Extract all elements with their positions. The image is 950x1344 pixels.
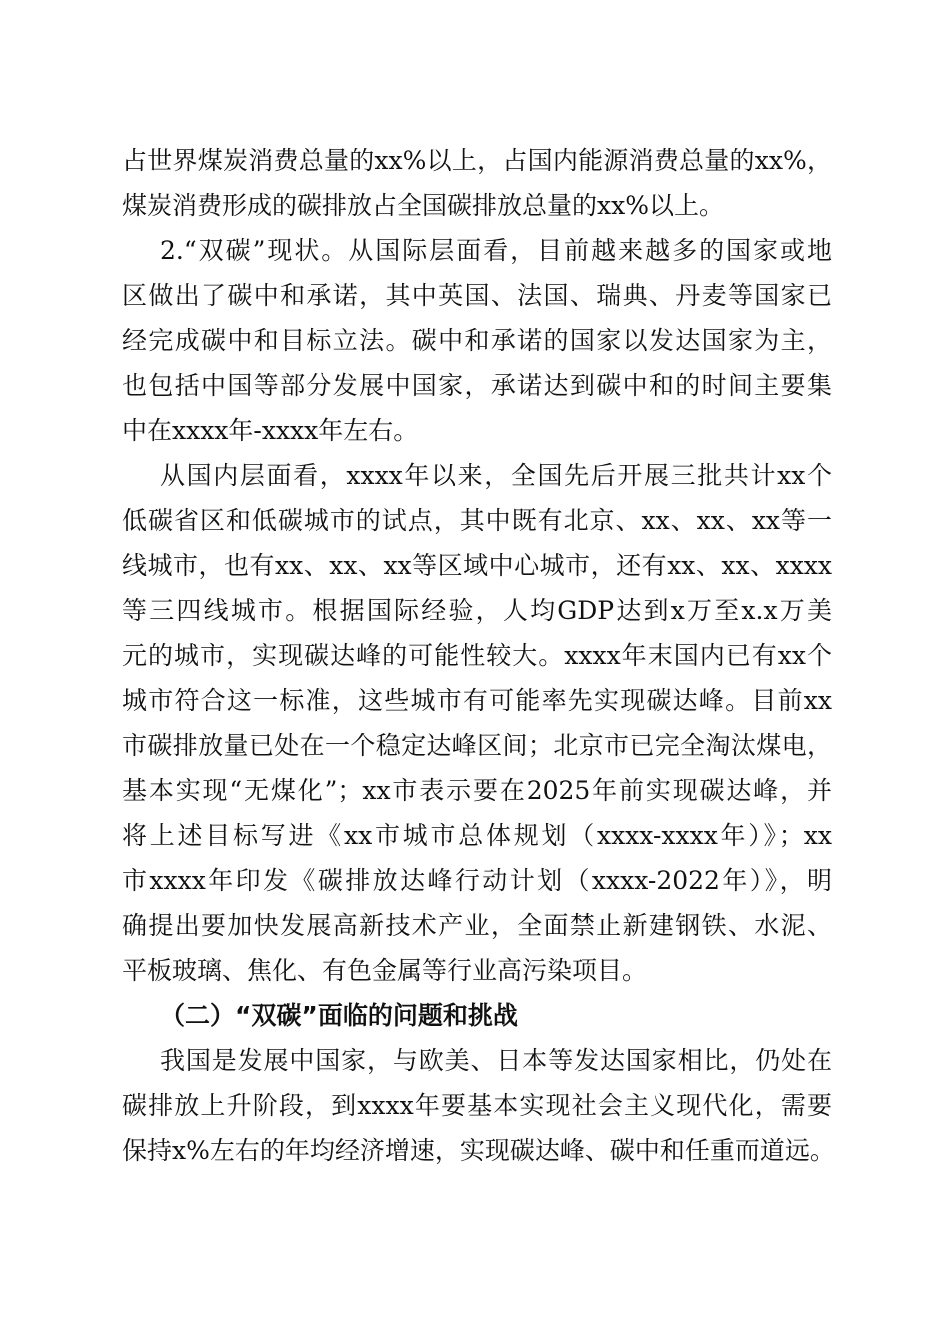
text-line-19: 平板玻璃、焦化、有色金属等行业高污染项目。 — [122, 956, 648, 985]
paragraph-line-8: 从国内层面看，xxxx年以来，全国先后开展三批共计xx个 — [160, 461, 832, 490]
text-line-1: 占世界煤炭消费总量的xx%以上，占国内能源消费总量的xx%， — [122, 146, 832, 175]
section-heading: （二）“双碳”面临的问题和挑战 — [160, 1001, 518, 1030]
paragraph-line-21: 我国是发展中国家，与欧美、日本等发达国家相比，仍处在 — [160, 1046, 832, 1075]
text-line-22: 碳排放上升阶段，到xxxx年要基本实现社会主义现代化，需要 — [122, 1091, 832, 1120]
text-line-9: 低碳省区和低碳城市的试点，其中既有北京、xx、xx、xx等一 — [122, 506, 832, 535]
text-line-18: 确提出要加快发展高新技术产业，全面禁止新建钢铁、水泥、 — [122, 911, 832, 940]
text-line-11: 等三四线城市。根据国际经验，人均GDP达到x万至x.x万美 — [122, 596, 832, 625]
text-line-4: 区做出了碳中和承诺，其中英国、法国、瑞典、丹麦等国家已 — [122, 281, 832, 310]
text-line-14: 市碳排放量已处在一个稳定达峰区间；北京市已完全淘汰煤电， — [122, 731, 832, 760]
text-line-13: 城市符合这一标准，这些城市有可能率先实现碳达峰。目前xx — [122, 686, 832, 715]
text-line-2: 煤炭消费形成的碳排放占全国碳排放总量的xx%以上。 — [122, 191, 724, 220]
paragraph-line-3: 2.“双碳”现状。从国际层面看，目前越来越多的国家或地 — [160, 236, 832, 265]
text-line-16: 将上述目标写进《xx市城市总体规划（xxxx-xxxx年）》；xx — [122, 821, 832, 850]
text-line-23: 保持x%左右的年均经济增速，实现碳达峰、碳中和任重而道远。 — [122, 1136, 835, 1165]
text-line-12: 元的城市，实现碳达峰的可能性较大。xxxx年末国内已有xx个 — [122, 641, 832, 670]
text-line-6: 也包括中国等部分发展中国家，承诺达到碳中和的时间主要集 — [122, 371, 832, 400]
text-line-15: 基本实现“无煤化”；xx市表示要在2025年前实现碳达峰，并 — [122, 776, 832, 805]
text-line-7: 中在xxxx年-xxxx年左右。 — [122, 416, 419, 445]
text-line-10: 线城市，也有xx、xx、xx等区域中心城市，还有xx、xx、xxxx — [122, 551, 832, 580]
text-line-17: 市xxxx年印发《碳排放达峰行动计划（xxxx-2022年）》，明 — [122, 866, 832, 895]
text-line-5: 经完成碳中和目标立法。碳中和承诺的国家以发达国家为主， — [122, 326, 832, 355]
